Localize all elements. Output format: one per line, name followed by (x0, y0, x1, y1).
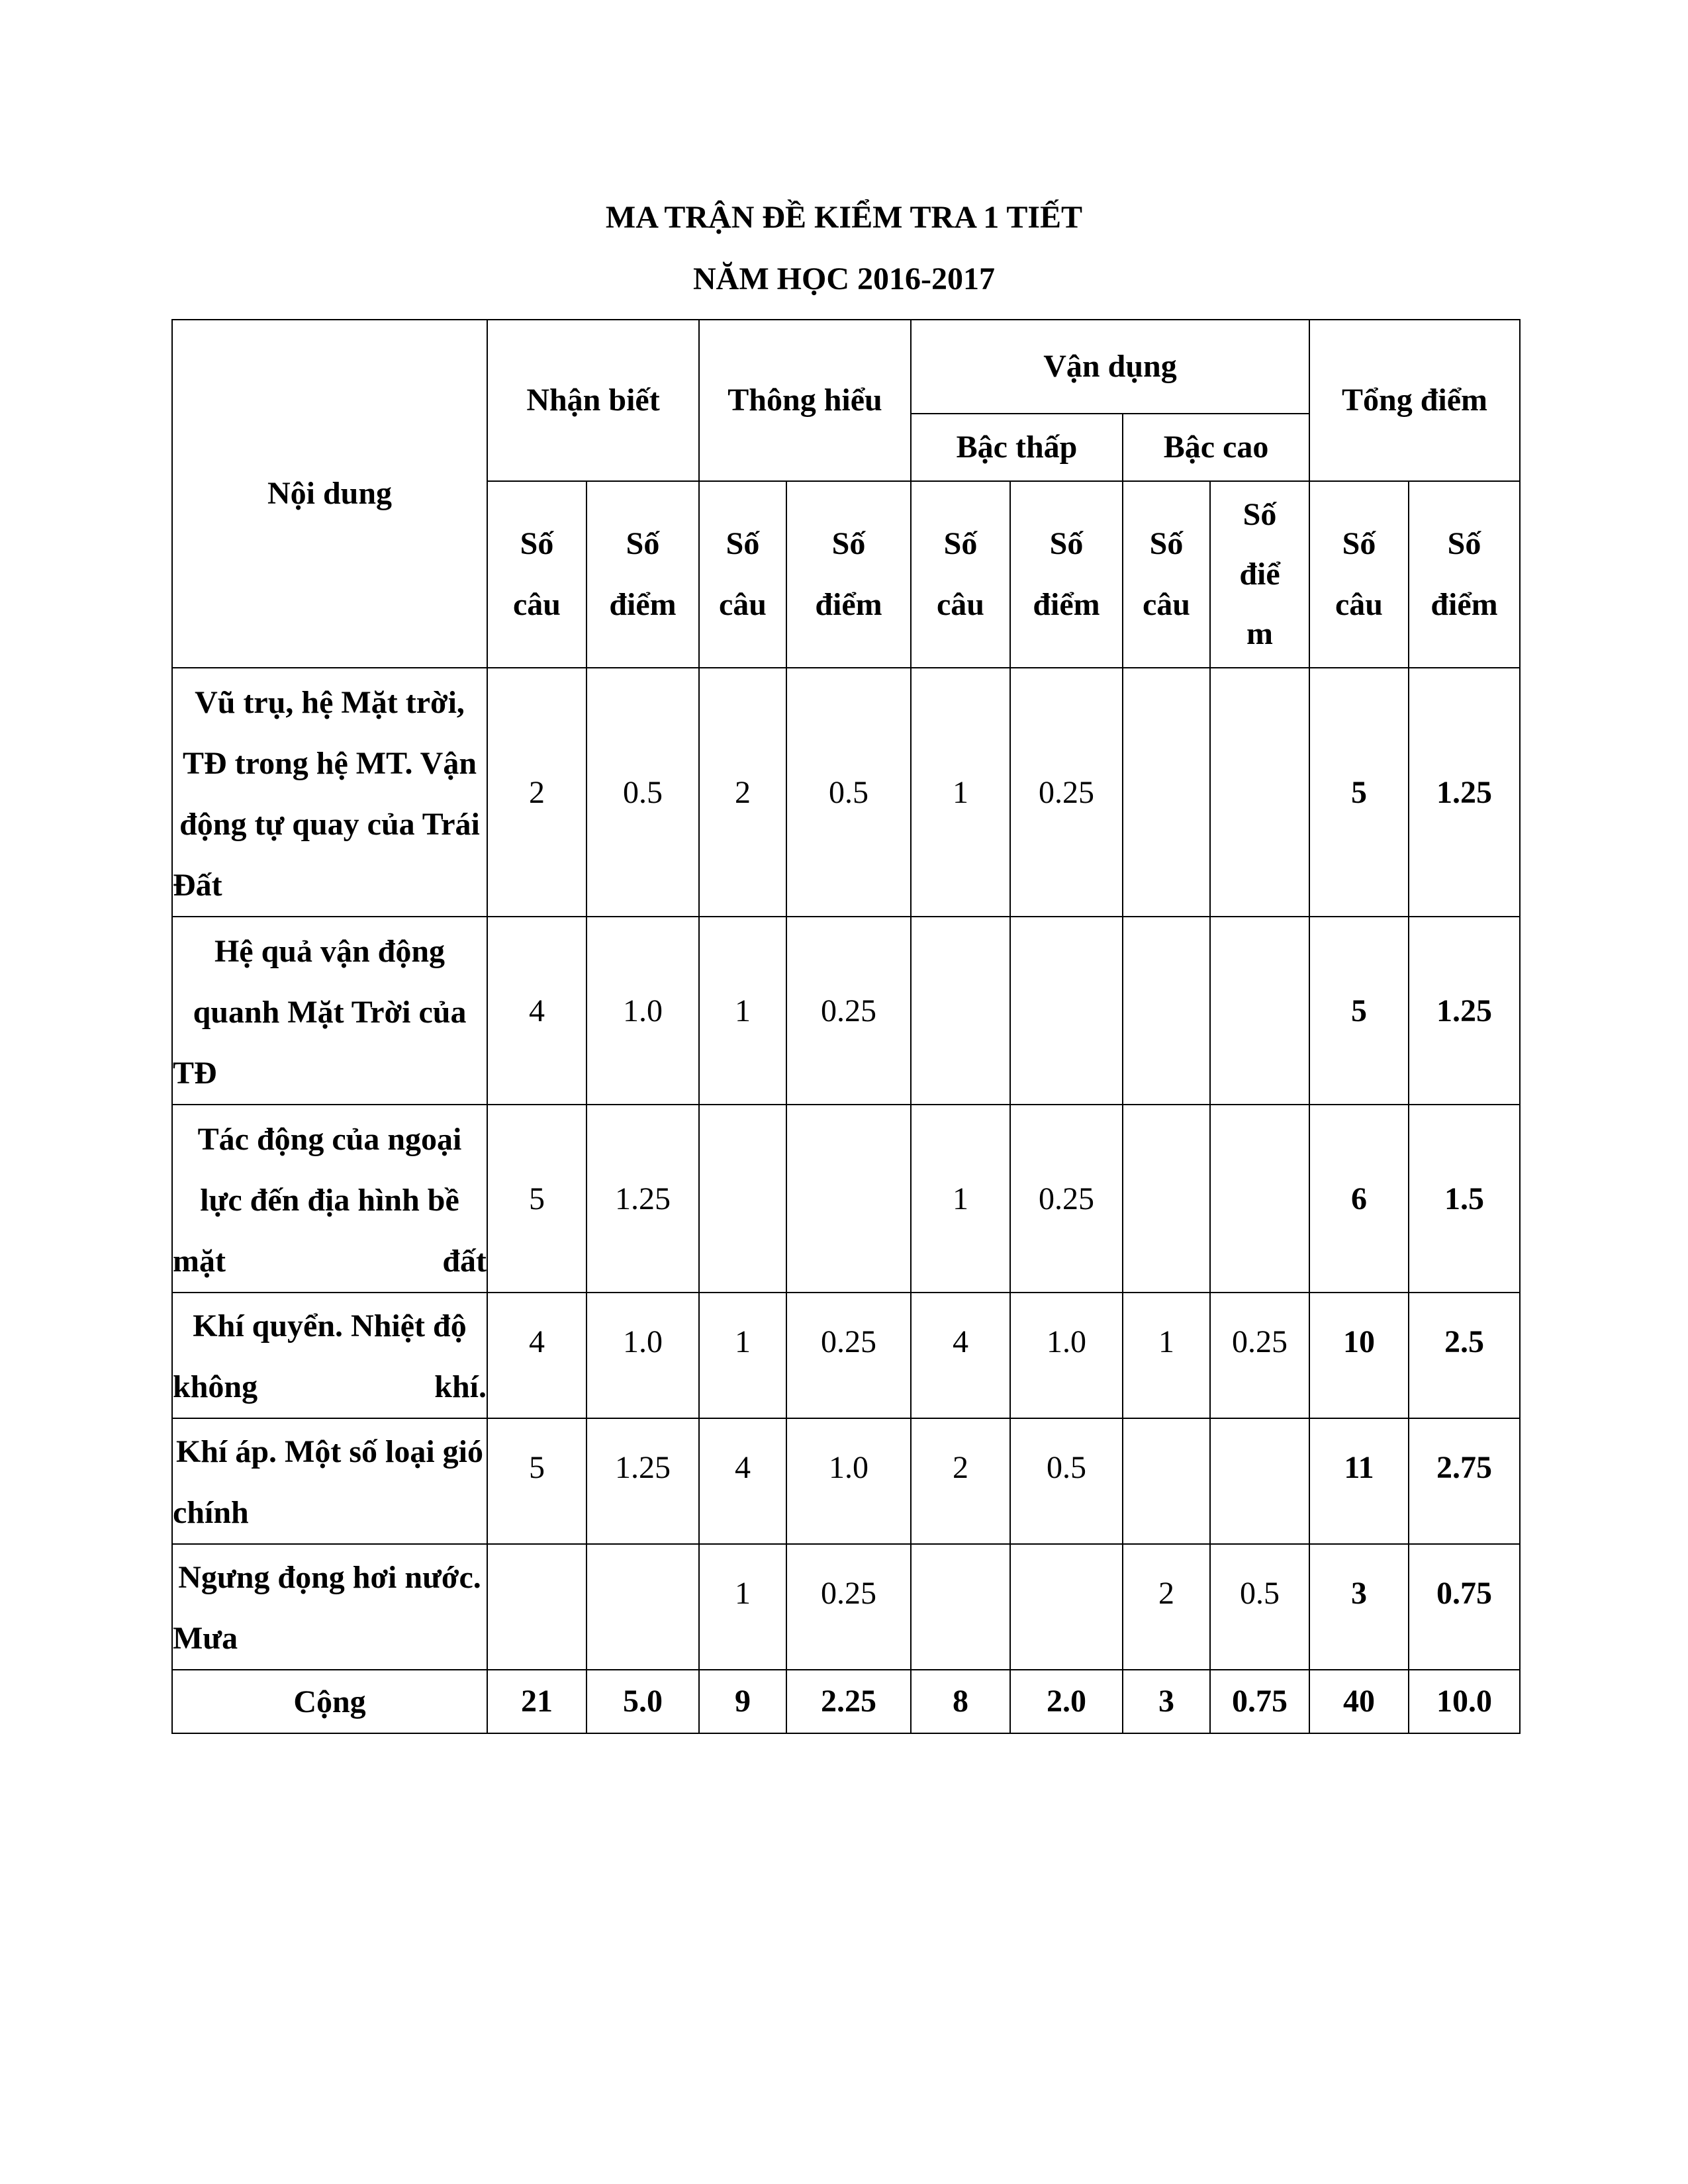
subheader-so-diem: Số điểm (1010, 481, 1123, 668)
cell-value: 0.5 (586, 668, 699, 917)
cell-total: 10 (1309, 1293, 1409, 1418)
cell-value: 1 (1123, 1293, 1210, 1418)
cell-value (1123, 1105, 1210, 1293)
cell-total: 1.25 (1409, 668, 1520, 917)
row-content: Tác động của ngoại lực đến địa hình bề mặt đất (172, 1105, 487, 1293)
cell-value (586, 1544, 699, 1670)
cell-value (1010, 917, 1123, 1105)
header-bac-thap: Bậc thấp (911, 414, 1123, 481)
cell-value: 1.25 (586, 1418, 699, 1544)
cell-value: 0.5 (1010, 1418, 1123, 1544)
cell-value: 2 (911, 1418, 1010, 1544)
table-row (172, 1105, 1520, 1293)
cell-value: 1 (699, 1544, 786, 1670)
document-title: MA TRẬN ĐỀ KIỂM TRA 1 TIẾT (605, 200, 1083, 235)
cell-total: 6 (1309, 1105, 1409, 1293)
table-row (172, 1418, 1520, 1544)
total-value: 2.25 (786, 1670, 911, 1733)
cell-value: 1.0 (586, 1293, 699, 1418)
cell-value (1123, 1418, 1210, 1544)
cell-value (1123, 917, 1210, 1105)
total-value: 10.0 (1409, 1670, 1520, 1733)
header-row-1 (172, 320, 1520, 414)
cell-value: 0.25 (1210, 1293, 1309, 1418)
cell-value (1210, 917, 1309, 1105)
cell-value: 5 (487, 1418, 586, 1544)
cell-value: 2 (487, 668, 586, 917)
row-content: Hệ quả vận động quanh Mặt Trời của TĐ (172, 917, 487, 1105)
cell-value: 1.0 (586, 917, 699, 1105)
cell-value: 0.5 (1210, 1544, 1309, 1670)
cell-value: 1 (699, 1293, 786, 1418)
cell-value: 0.25 (786, 917, 911, 1105)
total-value: 3 (1123, 1670, 1210, 1733)
row-content: Vũ trụ, hệ Mặt trời, TĐ trong hệ MT. Vận động tự quay của Trái Đất (172, 668, 487, 917)
row-content: Khí quyển. Nhiệt độ không khí. (172, 1293, 487, 1418)
cell-value (786, 1105, 911, 1293)
cell-value (1210, 1105, 1309, 1293)
cell-total: 2.5 (1409, 1293, 1520, 1418)
header-van-dung: Vận dụng (911, 320, 1309, 414)
row-content: Khí áp. Một số loại gió chính (172, 1418, 487, 1544)
total-value: 0.75 (1210, 1670, 1309, 1733)
cell-value (699, 1105, 786, 1293)
cell-value: 5 (487, 1105, 586, 1293)
total-value: 2.0 (1010, 1670, 1123, 1733)
cell-total: 2.75 (1409, 1418, 1520, 1544)
cell-value: 0.5 (786, 668, 911, 917)
cell-value: 0.25 (786, 1544, 911, 1670)
cell-value: 4 (699, 1418, 786, 1544)
document-subtitle: NĂM HỌC 2016-2017 (693, 261, 995, 296)
cell-total: 11 (1309, 1418, 1409, 1544)
cell-value: 0.25 (1010, 1105, 1123, 1293)
cell-value: 0.25 (1010, 668, 1123, 917)
cell-total: 1.25 (1409, 917, 1520, 1105)
row-content: Ngưng đọng hơi nước. Mưa (172, 1544, 487, 1670)
cell-value: 1 (911, 1105, 1010, 1293)
cell-total: 3 (1309, 1544, 1409, 1670)
subheader-so-cau: Số câu (699, 481, 786, 668)
cell-value: 0.25 (786, 1293, 911, 1418)
cell-total: 0.75 (1409, 1544, 1520, 1670)
total-row (172, 1670, 1520, 1733)
total-value: 8 (911, 1670, 1010, 1733)
subheader-so-cau: Số câu (1309, 481, 1409, 668)
subheader-so-cau: Số câu (1123, 481, 1210, 668)
cell-value (1210, 1418, 1309, 1544)
cell-value: 4 (487, 917, 586, 1105)
exam-matrix-table (171, 319, 1521, 1734)
subheader-so-diem: Số điểm (1409, 481, 1520, 668)
cell-value (1123, 668, 1210, 917)
header-nhan-biet: Nhận biết (487, 320, 699, 481)
subheader-so-cau: Số câu (911, 481, 1010, 668)
header-bac-cao: Bậc cao (1123, 414, 1309, 481)
cell-value (487, 1544, 586, 1670)
header-thong-hieu: Thông hiểu (699, 320, 911, 481)
header-tong-diem: Tổng điểm (1309, 320, 1520, 481)
cell-value: 1.0 (786, 1418, 911, 1544)
cell-value: 1 (699, 917, 786, 1105)
subheader-so-diem: Số điểm (586, 481, 699, 668)
cell-value (1010, 1544, 1123, 1670)
cell-value (911, 917, 1010, 1105)
total-value: 9 (699, 1670, 786, 1733)
cell-value: 1 (911, 668, 1010, 917)
cell-value: 1.25 (586, 1105, 699, 1293)
subheader-so-diem: Số điểm (786, 481, 911, 668)
cell-total: 5 (1309, 917, 1409, 1105)
cell-value (911, 1544, 1010, 1670)
total-value: 21 (487, 1670, 586, 1733)
total-label: Cộng (172, 1670, 487, 1733)
total-value: 40 (1309, 1670, 1409, 1733)
table-row (172, 668, 1520, 917)
cell-total: 5 (1309, 668, 1409, 917)
cell-value: 4 (911, 1293, 1010, 1418)
cell-value: 1.0 (1010, 1293, 1123, 1418)
cell-value: 2 (1123, 1544, 1210, 1670)
total-value: 5.0 (586, 1670, 699, 1733)
cell-total: 1.5 (1409, 1105, 1520, 1293)
header-content: Nội dung (172, 320, 487, 668)
table-row (172, 1544, 1520, 1670)
cell-value: 2 (699, 668, 786, 917)
subheader-so-diem: Số điể m (1210, 481, 1309, 668)
table-row (172, 1293, 1520, 1418)
cell-value (1210, 668, 1309, 917)
table-row (172, 917, 1520, 1105)
subheader-so-cau: Số câu (487, 481, 586, 668)
cell-value: 4 (487, 1293, 586, 1418)
